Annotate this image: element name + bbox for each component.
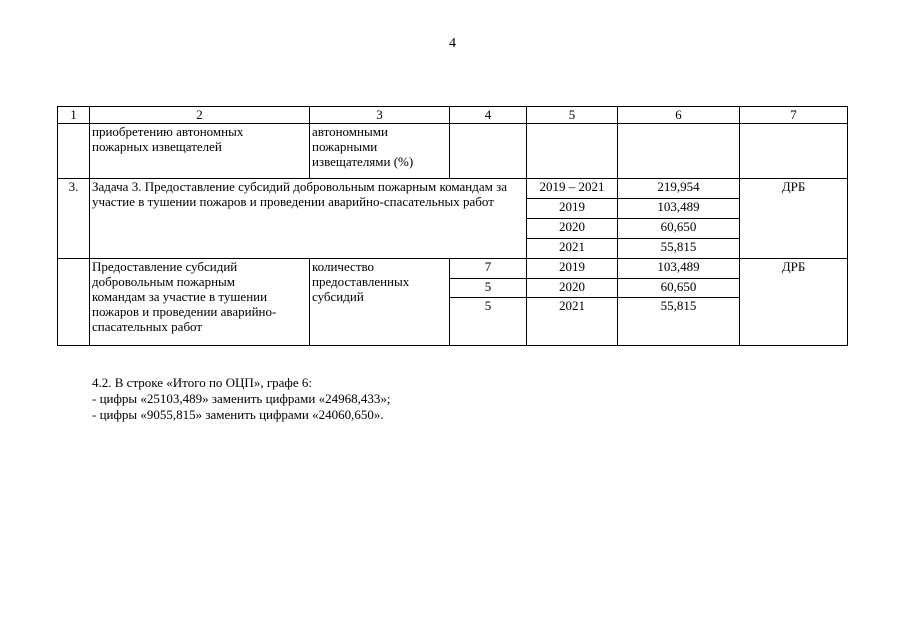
task-number: 3. — [58, 179, 90, 259]
period-amount: 219,954 — [618, 179, 740, 199]
amendment-notes — [92, 375, 390, 423]
header-cell: 2 — [90, 107, 310, 124]
period-amount: 55,815 — [618, 239, 740, 259]
table-row — [58, 124, 848, 179]
period-amount: 55,815 — [618, 298, 740, 346]
indicator-value: 5 — [450, 298, 527, 346]
indicator-value: 7 — [450, 259, 527, 279]
period-amount: 60,650 — [618, 279, 740, 298]
header-cell: 3 — [310, 107, 450, 124]
period-year: 2021 — [527, 298, 618, 346]
period-year: 2020 — [527, 219, 618, 239]
continued-indicator-text: автономными пожарными извещателями (%) — [310, 124, 450, 179]
program-table — [57, 106, 848, 346]
task-title: Задача 3. Предоставление субсидий добровольным пожарным командам за участие в тушении пожаров и проведении аварийно-спасательных работ — [90, 179, 527, 259]
header-cell: 1 — [58, 107, 90, 124]
table-cell — [740, 124, 848, 179]
page-number: 4 — [449, 36, 456, 51]
note-line: - цифры «25103,489» заменить цифрами «24968,433»; — [92, 391, 391, 406]
measure-title: Предоставление субсидий добровольным пожарным командам за участие в тушении пожаров и проведении аварийно- спасательных работ — [90, 259, 310, 346]
period-year: 2021 — [527, 239, 618, 259]
period-amount: 103,489 — [618, 259, 740, 279]
table-cell — [450, 124, 527, 179]
period-amount: 60,650 — [618, 219, 740, 239]
note-line: 4.2. В строке «Итого по ОЦП», графе 6: — [92, 375, 312, 390]
table-row — [58, 259, 848, 279]
period-year: 2020 — [527, 279, 618, 298]
period-year: 2019 – 2021 — [527, 179, 618, 199]
table-cell — [58, 124, 90, 179]
note-line: - цифры «9055,815» заменить цифрами «24060,650». — [92, 407, 384, 422]
table-cell — [527, 124, 618, 179]
header-cell: 7 — [740, 107, 848, 124]
continued-measure-text: приобретению автономных пожарных извещателей — [90, 124, 310, 179]
table-row — [58, 179, 848, 199]
period-year: 2019 — [527, 259, 618, 279]
measure-indicator: количество предоставленных субсидий — [310, 259, 450, 346]
header-cell: 5 — [527, 107, 618, 124]
measure-org: ДРБ — [740, 259, 848, 346]
table-header-row — [58, 107, 848, 124]
indicator-value: 5 — [450, 279, 527, 298]
table-cell — [618, 124, 740, 179]
header-cell: 4 — [450, 107, 527, 124]
period-year: 2019 — [527, 199, 618, 219]
task-org: ДРБ — [740, 179, 848, 259]
header-cell: 6 — [618, 107, 740, 124]
period-amount: 103,489 — [618, 199, 740, 219]
table-cell — [58, 259, 90, 346]
